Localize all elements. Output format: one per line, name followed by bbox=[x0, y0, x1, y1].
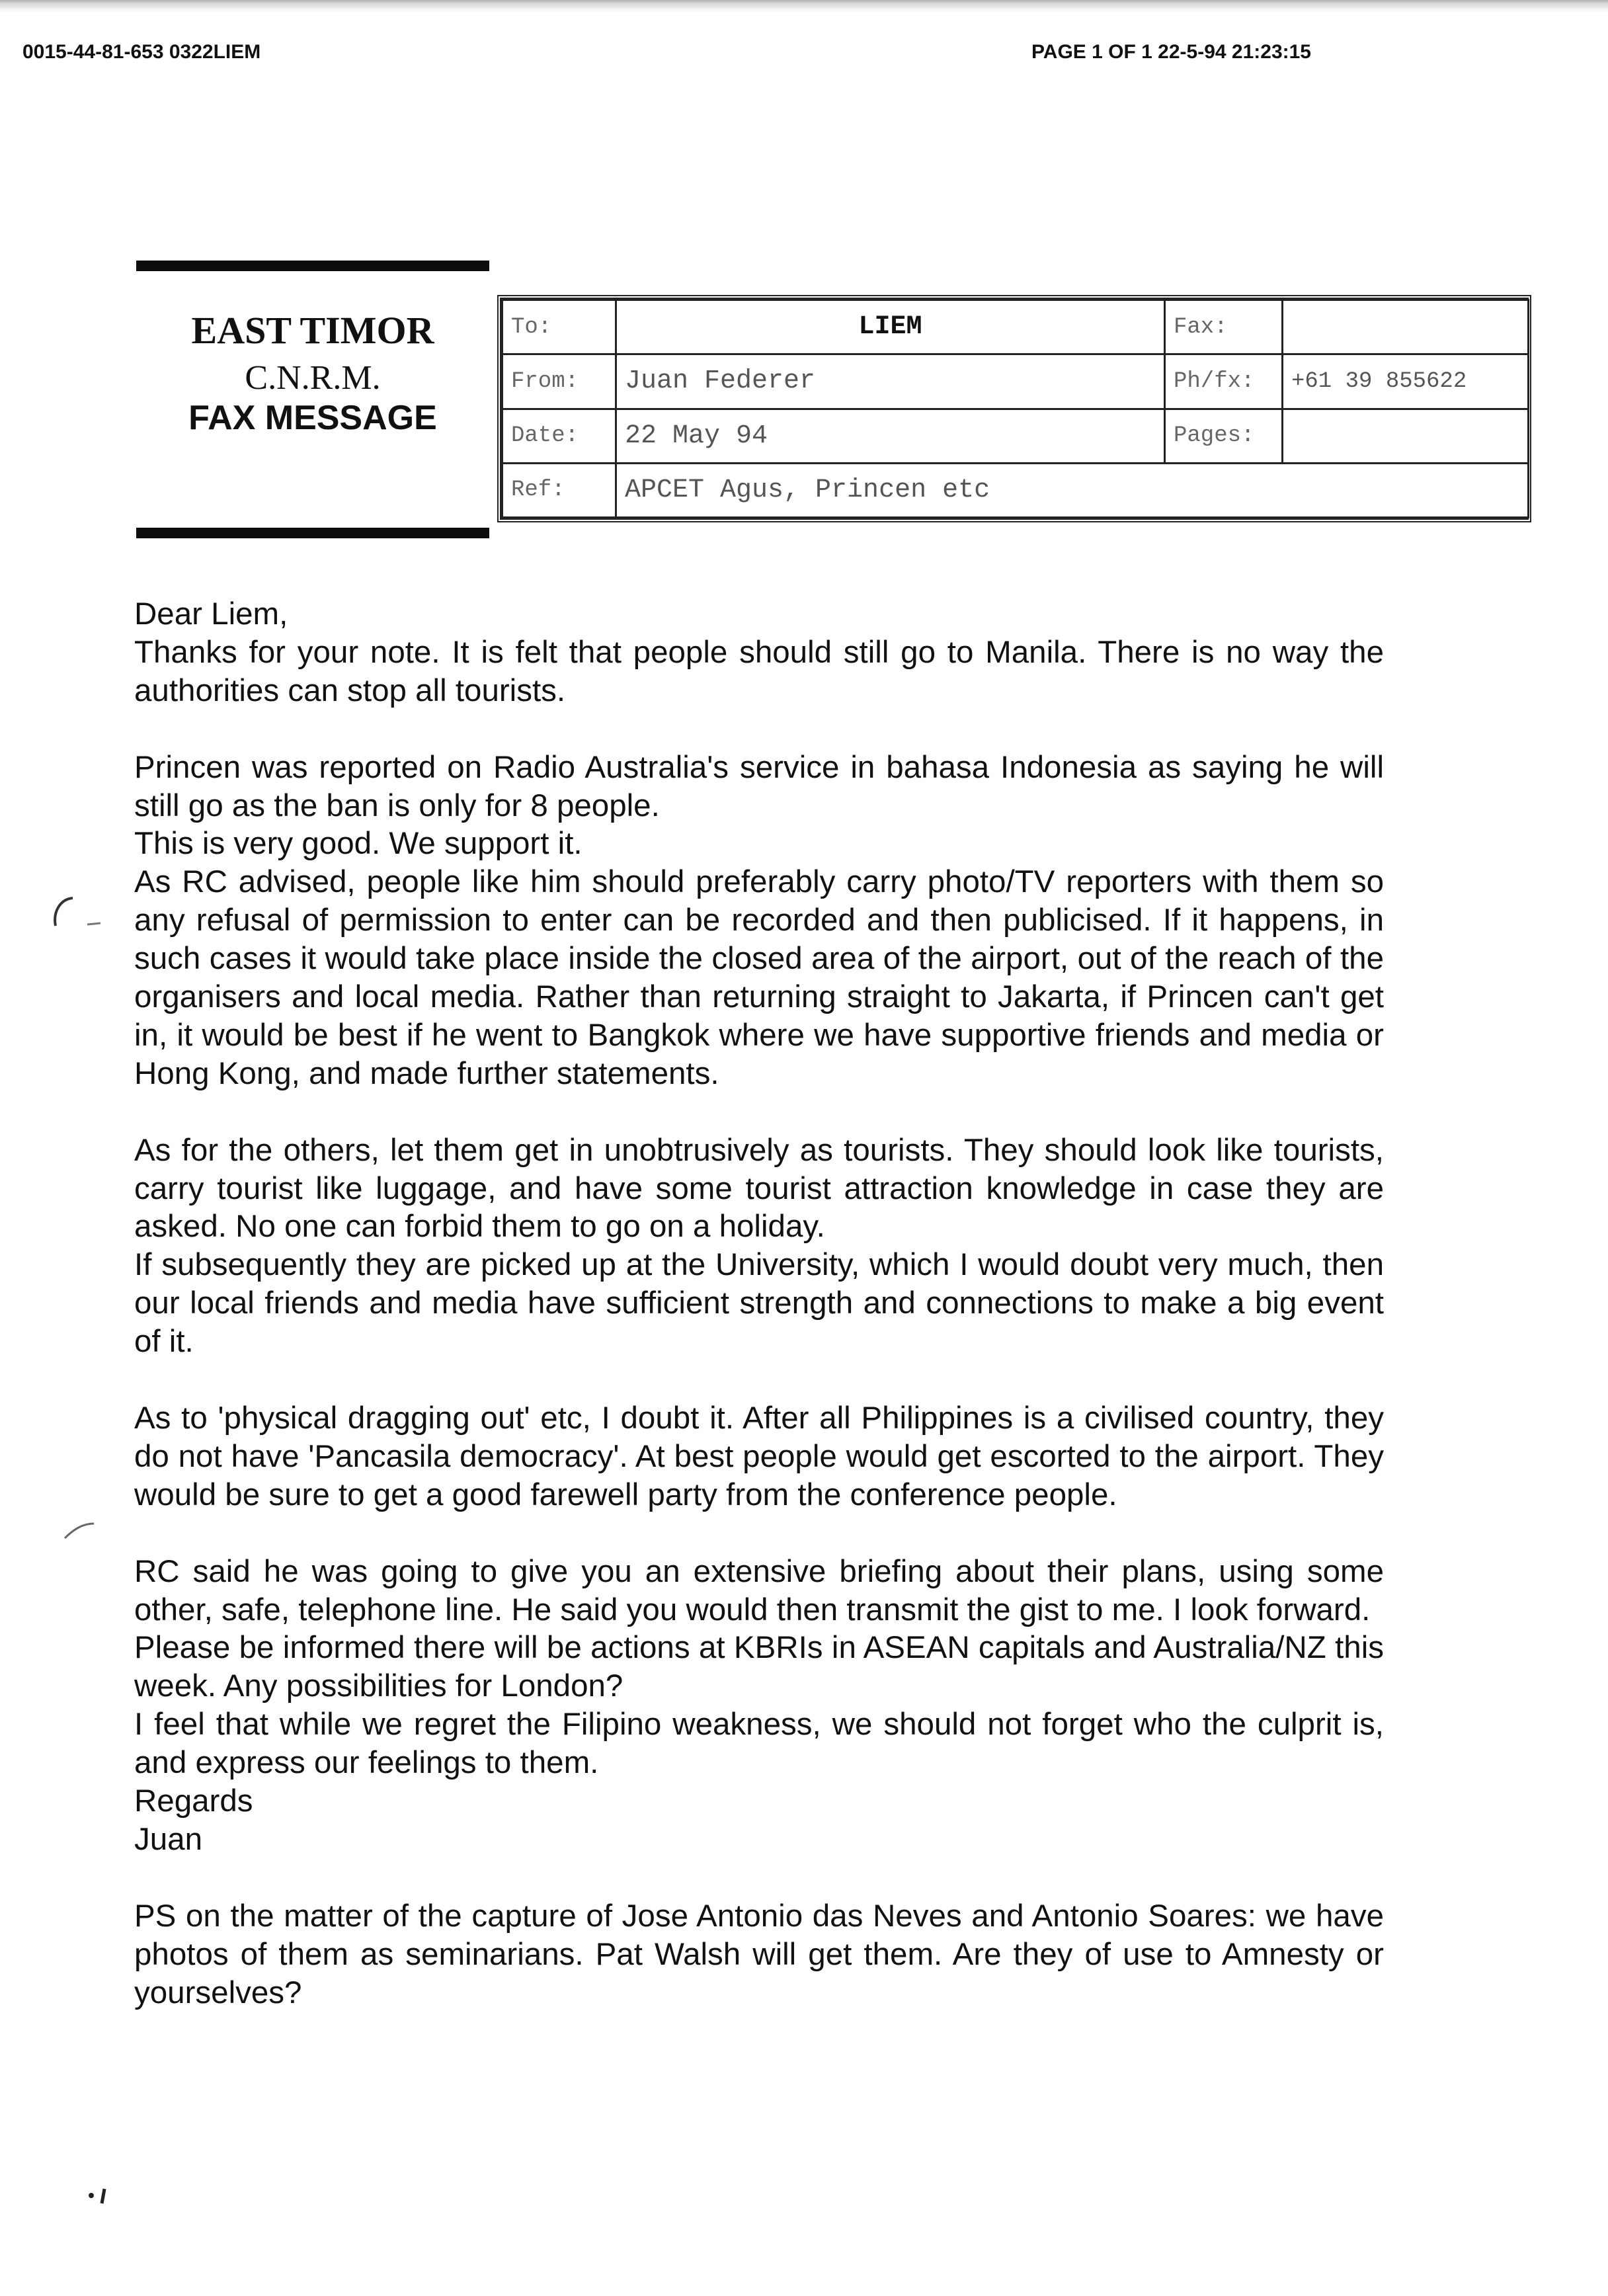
paragraph-5: As for the others, let them get in unobtrusively as tourists. They should look like tourists, carry tourist like luggage, and have some tourist attraction knowledge in case they are asked. No one can forbid them to go on a holiday. bbox=[134, 1132, 1384, 1245]
ref-value: APCET Agus, Princen etc bbox=[616, 463, 1529, 517]
phfx-label: Ph/fx: bbox=[1165, 354, 1283, 409]
info-row-ref bbox=[502, 463, 1529, 517]
paragraph-7: As to 'physical dragging out' etc, I doubt it. After all Philippines is a civilised country, they do not have 'Pancasila democracy'. At best people would get escorted to the airport. They would be sure to get a good farewell party from the conference people. bbox=[134, 1400, 1384, 1512]
fax-value bbox=[1283, 300, 1529, 354]
salutation: Dear Liem, bbox=[134, 596, 288, 632]
fax-label: Fax: bbox=[1165, 300, 1283, 354]
to-value: LIEM bbox=[616, 300, 1165, 354]
paragraph-6: If subsequently they are picked up at the University, which I would doubt very much, then our local friends and media have sufficient strength and connections to make a big event of it. bbox=[134, 1247, 1384, 1360]
from-value: Juan Federer bbox=[616, 354, 1165, 409]
signature: Juan bbox=[134, 1821, 203, 1857]
ref-label: Ref: bbox=[502, 463, 616, 517]
letterhead-top-rule bbox=[136, 261, 489, 271]
letterhead-doc-type: FAX MESSAGE bbox=[188, 399, 437, 437]
letter-body bbox=[134, 595, 1384, 2012]
paragraph-8: RC said he was going to give you an extensive briefing about their plans, using some other, safe, telephone line. He said you would then transmit the gist to me. I look forward. bbox=[134, 1553, 1384, 1627]
to-label: To: bbox=[502, 300, 616, 354]
phfx-value: +61 39 855622 bbox=[1283, 354, 1529, 409]
paragraph-3: This is very good. We support it. bbox=[134, 826, 583, 862]
from-label: From: bbox=[502, 354, 616, 409]
paragraph-1: Thanks for your note. It is felt that people should still go to Manila. There is no way the authorities can stop all tourists. bbox=[134, 634, 1384, 708]
margin-hole-mark-icon bbox=[46, 893, 106, 932]
paragraph-2: Princen was reported on Radio Australia's service in bahasa Indonesia as saying he will still go as the ban is only for 8 people. bbox=[134, 749, 1384, 823]
info-row-to bbox=[502, 300, 1529, 354]
info-row-date bbox=[502, 409, 1529, 463]
letterhead-title-block bbox=[136, 261, 489, 538]
pages-value bbox=[1283, 409, 1529, 463]
fax-transmission-id: 0015-44-81-653 0322LIEM bbox=[22, 41, 261, 63]
postscript: PS on the matter of the capture of Jose Antonio das Neves and Antonio Soares: we have photos of them as seminarians. Pat Walsh will get them. Are they of use to Amnesty or yourselves? bbox=[134, 1898, 1384, 2010]
letterhead-org-name: EAST TIMOR bbox=[191, 309, 434, 352]
letterhead-org-acronym: C.N.R.M. bbox=[245, 359, 381, 397]
date-value: 22 May 94 bbox=[616, 409, 1165, 463]
info-row-from bbox=[502, 354, 1529, 409]
letterhead-bottom-rule bbox=[136, 528, 489, 538]
paragraph-9: Please be informed there will be actions at KBRIs in ASEAN capitals and Australia/NZ this week. Any possibilities for London? bbox=[134, 1630, 1384, 1704]
fax-page-timestamp: PAGE 1 OF 1 22-5-94 21:23:15 bbox=[1031, 41, 1311, 63]
margin-hole-mark-icon-2 bbox=[56, 1514, 102, 1547]
scan-speck-icon bbox=[85, 2182, 118, 2209]
paragraph-10: I feel that while we regret the Filipino weakness, we should not forget who the culprit is, and express our feelings to them. bbox=[134, 1707, 1384, 1781]
closing: Regards bbox=[134, 1784, 253, 1819]
fax-info-table bbox=[497, 295, 1531, 522]
scan-edge-shadow bbox=[0, 0, 1608, 12]
paragraph-4: As RC advised, people like him should preferably carry photo/TV reporters with them so any refusal of permission to enter can be recorded and then publicised. If it happens, in such cases it would take place inside the closed area of the airport, out of the reach of the organisers and local media. Rather than returning straight to Jakarta, if Princen can't get in, it would be best if he went to Bangkok where we have supportive friends and media or Hong Kong, and made further statements. bbox=[134, 864, 1384, 1091]
date-label: Date: bbox=[502, 409, 616, 463]
pages-label: Pages: bbox=[1165, 409, 1283, 463]
